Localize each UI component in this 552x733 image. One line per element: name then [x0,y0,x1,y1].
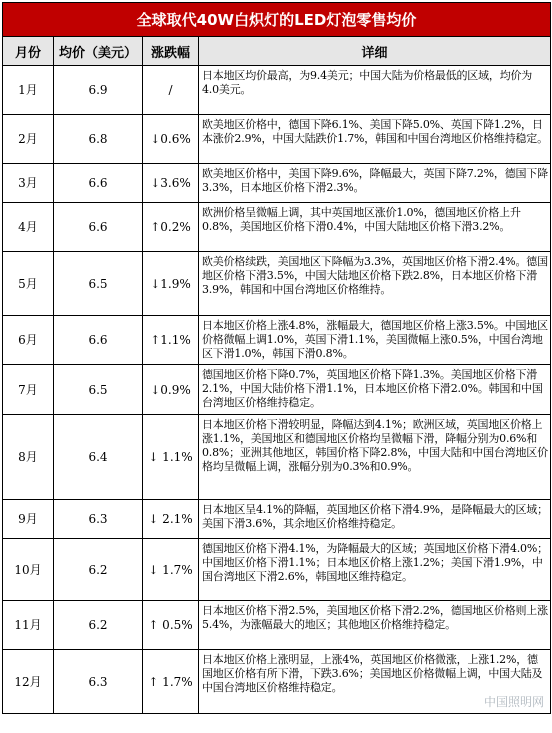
cell-change: ↑0.2% [143,203,199,252]
table-row [3,365,551,415]
cell-detail: 欧美地区价格中，美国下降9.6%，降幅最大，英国下降7.2%，德国下降3.3%，日本地区价格下滑2.3%。 [199,164,551,203]
cell-month: 9月 [3,500,54,539]
cell-change: ↓ 1.1% [143,415,199,500]
title-row [3,3,551,37]
cell-change: ↑ 0.5% [143,601,199,650]
cell-price: 6.6 [54,203,143,252]
header-price: 均价（美元） [54,37,143,66]
table-row [3,539,551,601]
cell-month: 7月 [3,365,54,415]
cell-month: 6月 [3,316,54,365]
cell-detail: 日本地区均价最高，为9.4美元；中国大陆为价格最低的区域，均价为4.0美元。 [199,66,551,115]
cell-price: 6.2 [54,601,143,650]
cell-detail: 日本地区价格上涨明显，上涨4%，英国地区价格微涨，上涨1.2%，德国地区价格有所下滑，下跌3.6%；美国地区价格微幅上调，中国大陆及中国台湾地区价格维持稳定。 [199,650,551,714]
cell-price: 6.3 [54,500,143,539]
table-row [3,66,551,115]
cell-detail: 欧美地区价格中，德国下降6.1%、美国下降5.0%、英国下降1.2%，日本涨价2.9%，中国大陆跌价1.7%，韩国和中国台湾地区价格维持稳定。 [199,115,551,164]
cell-month: 8月 [3,415,54,500]
table-row [3,650,551,714]
cell-price: 6.6 [54,164,143,203]
cell-change: ↓0.6% [143,115,199,164]
cell-month: 1月 [3,66,54,115]
cell-price: 6.4 [54,415,143,500]
price-table-container [2,2,550,714]
table-row [3,316,551,365]
cell-detail: 日本地区呈4.1%的降幅，英国地区价格下滑4.9%，是降幅最大的区域；美国下滑3.6%，其余地区价格维持稳定。 [199,500,551,539]
cell-month: 3月 [3,164,54,203]
cell-change: ↑ 1.7% [143,650,199,714]
cell-price: 6.5 [54,252,143,316]
header-month: 月份 [3,37,54,66]
cell-month: 10月 [3,539,54,601]
cell-change: ↓ 2.1% [143,500,199,539]
table-row [3,500,551,539]
cell-change: ↓0.9% [143,365,199,415]
cell-change: ↑1.1% [143,316,199,365]
table-title: 全球取代40W白炽灯的LED灯泡零售均价 [3,3,551,37]
watermark: 中国照明网 [483,695,544,709]
header-detail: 详细 [199,37,551,66]
cell-month: 4月 [3,203,54,252]
cell-month: 2月 [3,115,54,164]
cell-detail: 欧洲价格呈微幅上调，其中英国地区涨价1.0%，德国地区价格上升0.8%，美国地区价格下滑0.4%，中国大陆地区价格下滑3.2%。 [199,203,551,252]
table-row [3,164,551,203]
price-table [2,2,551,714]
table-row [3,252,551,316]
cell-detail: 日本地区价格下滑较明显，降幅达到4.1%；欧洲区域，英国地区价格上涨1.1%，美国地区和德国地区价格均呈微幅下滑，降幅分别为0.6%和0.8%；亚洲其他地区，韩国价格下降2.8%，中国大陆和中国台湾地区价格均呈微幅上调，涨幅分别为0.3%和0.9%。 [199,415,551,500]
cell-month: 5月 [3,252,54,316]
cell-month: 12月 [3,650,54,714]
cell-price: 6.6 [54,316,143,365]
cell-price: 6.3 [54,650,143,714]
table-row [3,115,551,164]
cell-price: 6.8 [54,115,143,164]
cell-detail: 德国地区价格下滑4.1%，为降幅最大的区域；英国地区价格下滑4.0%；中国地区价格下滑1.1%；日本地区价格上涨1.2%；美国下滑1.9%，中国台湾地区下滑2.6%，韩国地区维持稳定。 [199,539,551,601]
table-row [3,203,551,252]
cell-price: 6.5 [54,365,143,415]
cell-detail: 日本地区价格上涨4.8%，涨幅最大，德国地区价格上涨3.5%。中国地区价格微幅上调1.0%，英国下滑1.1%，美国微幅上涨0.5%，中国台湾地区下滑1.0%，韩国下滑0.8%。 [199,316,551,365]
table-row [3,601,551,650]
cell-change: / [143,66,199,115]
cell-price: 6.9 [54,66,143,115]
cell-month: 11月 [3,601,54,650]
header-row [3,37,551,66]
cell-price: 6.2 [54,539,143,601]
cell-detail: 日本地区价格下滑2.5%，美国地区价格下滑2.2%，德国地区价格则上涨5.4%，为涨幅最大的地区；其他地区价格维持稳定。 [199,601,551,650]
table-row [3,415,551,500]
cell-change: ↓ 1.7% [143,539,199,601]
header-change: 涨跌幅 [143,37,199,66]
cell-detail: 欧美价格续跌，美国地区下降幅为3.3%，英国地区价格下滑2.4%。德国地区价格下滑3.5%，中国大陆地区价格下跌2.8%，日本地区价格下滑3.9%，韩国和中国台湾地区价格维持。 [199,252,551,316]
cell-change: ↓3.6% [143,164,199,203]
cell-change: ↓1.9% [143,252,199,316]
cell-detail: 德国地区价格下降0.7%，英国地区价格下降1.3%。美国地区价格下滑2.1%，中国大陆价格下滑1.1%，日本地区价格下滑2.0%。韩国和中国台湾地区价格维持稳定。 [199,365,551,415]
